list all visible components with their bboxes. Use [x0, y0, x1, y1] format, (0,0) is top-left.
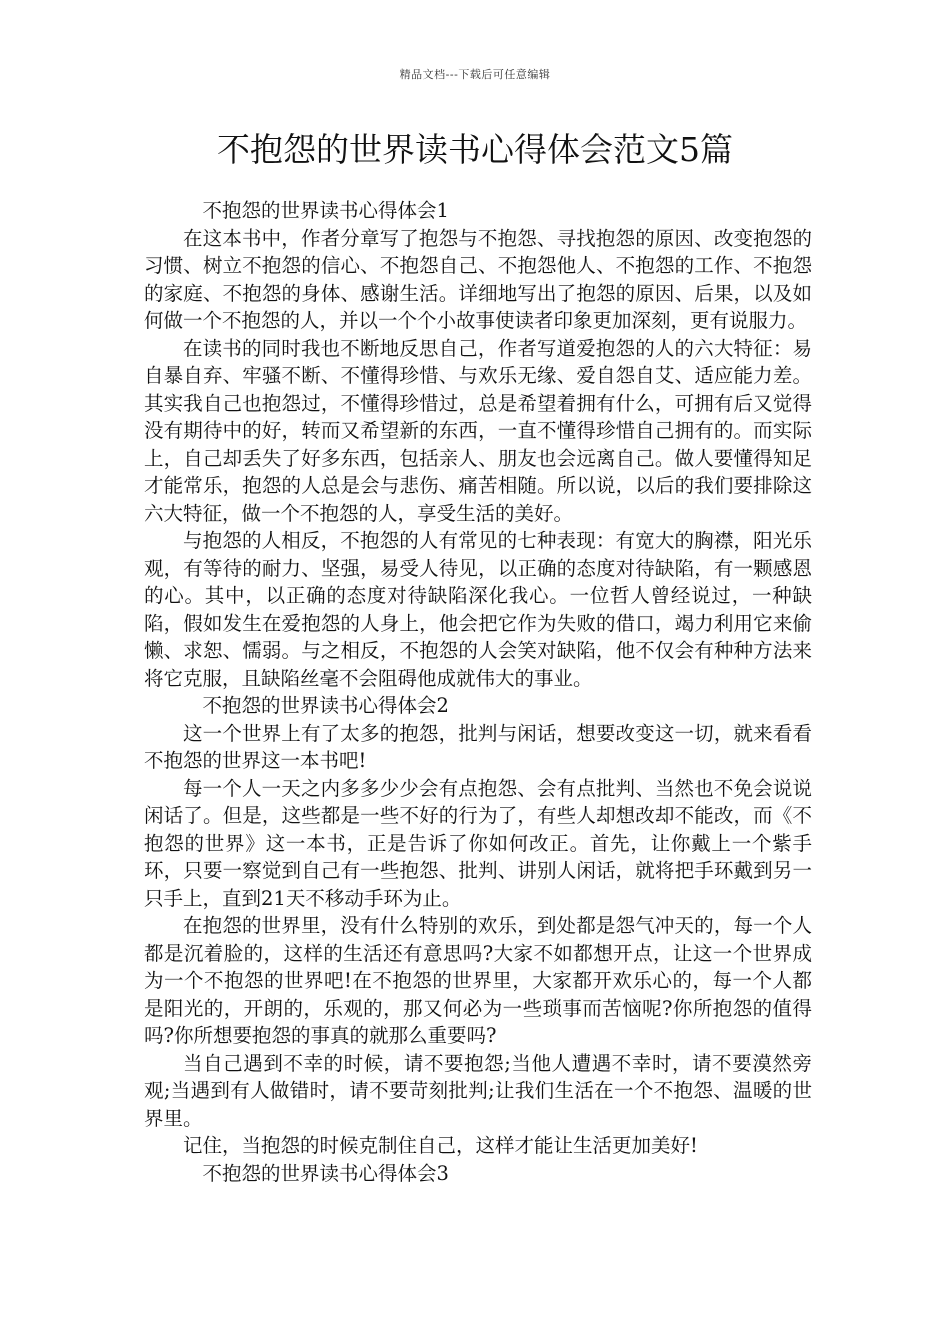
body-paragraph: 在抱怨的世界里，没有什么特别的欢乐，到处都是怨气冲天的，每一个人都是沉着脸的，这样的生活还有意思吗?大家不如都想开点，让这一个世界成为一个不抱怨的世界吧!在不抱怨的世界里，大家都开欢乐心的，每一个人都是阳光的，开朗的，乐观的，那又何必为一些琐事而苦恼呢?你所抱怨的值得吗?你所想要抱怨的事真的就那么重要吗?: [144, 914, 812, 1047]
document-title: 不抱怨的世界读书心得体会范文5篇: [217, 130, 733, 169]
header-note: 精品文档---下载后可任意编辑: [399, 68, 551, 81]
body-paragraph: 记住，当抱怨的时候克制住自己，这样才能让生活更加美好!: [183, 1134, 698, 1157]
body-paragraph: 每一个人一天之内多多少少会有点抱怨、会有点批判、当然也不免会说说闲话了。但是，这些都是一些不好的行为了，有些人却想改却不能改，而《不抱怨的世界》这一本书，正是告诉了你如何改正。首先，让你戴上一个紫手环，只要一察觉到自己有一些抱怨、批判、讲别人闲话，就将把手环戴到另一只手上，直到21天不移动手环为止。: [144, 776, 812, 910]
body-paragraph: 当自己遇到不幸的时候，请不要抱怨;当他人遭遇不幸时，请不要漠然旁观;当遇到有人做错时，请不要苛刻批判;让我们生活在一个不抱怨、温暖的世界里。: [144, 1051, 812, 1130]
section-heading: 不抱怨的世界读书心得体会2: [202, 694, 449, 717]
body-paragraph: 与抱怨的人相反，不抱怨的人有常见的七种表现：有宽大的胸襟，阳光乐观，有等待的耐力、坚强，易受人待见，以正确的态度对待缺陷，有一颗感恩的心。其中，以正确的态度对待缺陷深化我心。一位哲人曾经说过，一种缺陷，假如发生在爱抱怨的人身上，他会把它作为失败的借口，竭力利用它来偷懒、求恕、懦弱。与之相反，不抱怨的人会笑对缺陷，他不仅会有种种方法来将它克服，且缺陷丝毫不会阻碍他成就伟大的事业。: [144, 529, 812, 690]
section-heading: 不抱怨的世界读书心得体会1: [202, 199, 449, 222]
body-paragraph: 在这本书中，作者分章写了抱怨与不抱怨、寻找抱怨的原因、改变抱怨的习惯、树立不抱怨的信心、不抱怨自己、不抱怨他人、不抱怨的工作、不抱怨的家庭、不抱怨的身体、感谢生活。详细地写出了抱怨的原因、后果，以及如何做一个不抱怨的人，并以一个个小故事使读者印象更加深刻，更有说服力。: [144, 226, 812, 332]
document-body: [144, 197, 812, 1187]
section-heading: 不抱怨的世界读书心得体会3: [202, 1161, 449, 1185]
body-paragraph: 这一个世界上有了太多的抱怨，批判与闲话，想要改变这一切，就来看看不抱怨的世界这一本书吧!: [144, 721, 812, 772]
body-paragraph: 在读书的同时我也不断地反思自己，作者写道爱抱怨的人的六大特征：易自暴自弃、牢骚不断、不懂得珍惜、与欢乐无缘、爱自怨自艾、适应能力差。其实我自己也抱怨过，不懂得珍惜过，总是希望着拥有什么，可拥有后又觉得没有期待中的好，转而又希望新的东西，一直不懂得珍惜自己拥有的。而实际上，自己却丢失了好多东西，包括亲人、朋友也会远离自己。做人要懂得知足才能常乐，抱怨的人总是会与悲伤、痛苦相随。所以说，以后的我们要排除这六大特征，做一个不抱怨的人，享受生活的美好。: [144, 336, 812, 525]
